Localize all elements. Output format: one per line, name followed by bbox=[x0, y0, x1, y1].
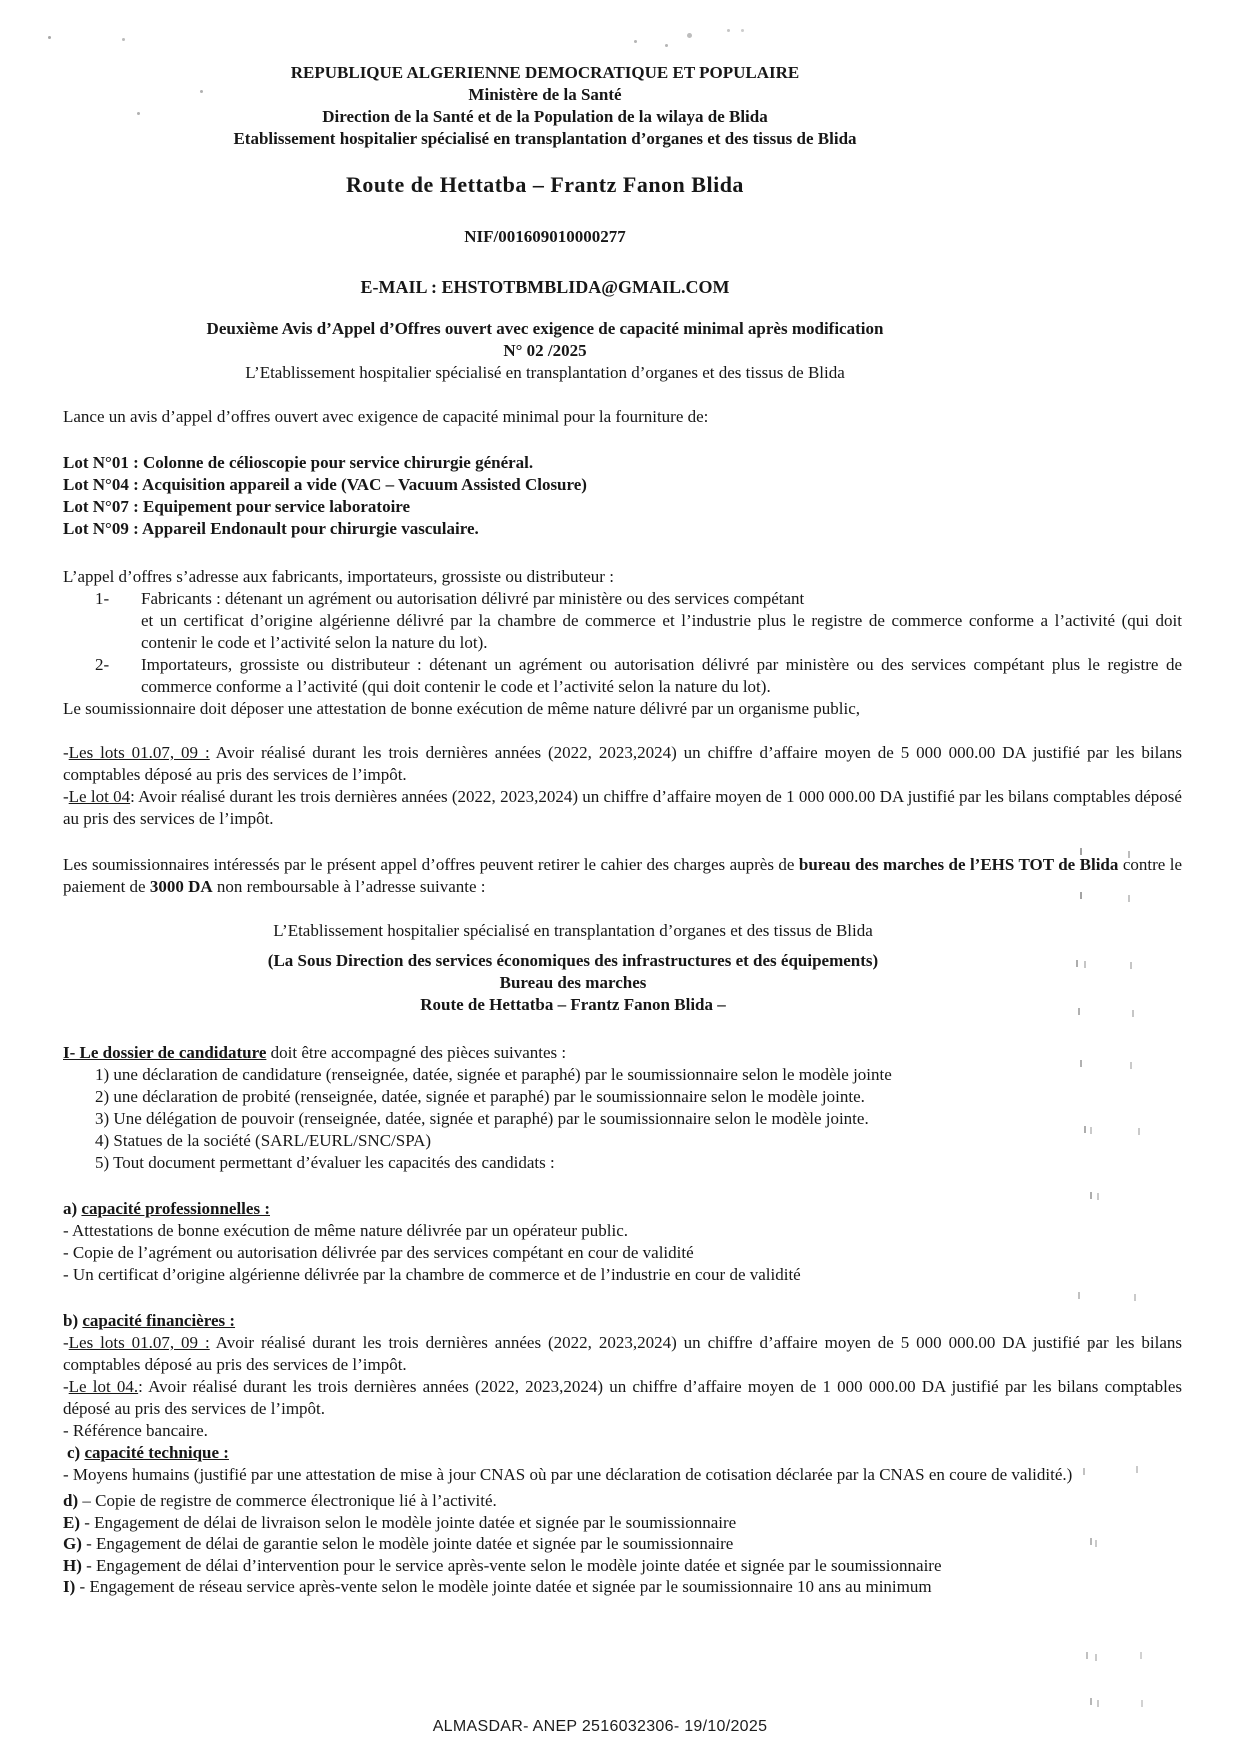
engagement-item bbox=[63, 1490, 1182, 1512]
ministry-line: Ministère de la Santé bbox=[468, 85, 622, 104]
deposit-note: Le soumissionnaire doit déposer une attestation de bonne exécution de même nature délivré par un organisme public, bbox=[63, 699, 861, 718]
technical-capacity-heading bbox=[63, 1442, 1182, 1464]
capacity-item: - Un certificat d’origine algérienne délivrée par la chambre de commerce et de l’industrie en cour de validité bbox=[63, 1265, 801, 1284]
financial-capacity-heading bbox=[63, 1310, 1182, 1332]
dossier-heading-rest: doit être accompagné des pièces suivantes : bbox=[266, 1043, 567, 1062]
nif-line: NIF/001609010000277 bbox=[464, 227, 626, 246]
engagement-text: - Engagement de réseau service après-vente selon le modèle jointe datée et signée par le soumissionnaire 10 ans au minimum bbox=[75, 1577, 932, 1596]
dossier-item: 4) Statues de la société (SARL/EURL/SNC/SPA) bbox=[95, 1131, 432, 1150]
section-prefix: b) bbox=[63, 1311, 83, 1330]
engagement-text: - Engagement de délai de garantie selon le modèle jointe datée et signée par le soumissionnaire bbox=[81, 1534, 734, 1553]
dash: - bbox=[63, 1333, 69, 1352]
engagement-prefix: I) bbox=[63, 1577, 76, 1596]
audience-item-text: Importateurs, grossiste ou distributeur : détenant un agrément ou autorisation délivré par ministère ou des services compétant plus le registre de commerce conforme a l’activité (qui doit contenir le code et l’activité selon la nature du lot). bbox=[141, 655, 1182, 696]
notice-number: N° 02 /2025 bbox=[503, 341, 587, 360]
address-block-line: Route de Hettatba – Frantz Fanon Blida – bbox=[420, 995, 726, 1014]
finance-lots-text: Avoir réalisé durant les trois dernières années (2022, 2023,2024) un chiffre d’affaire moyen de 5 000 000.00 DA justifié par les bilans comptables déposé au pris des services de l’impôt. bbox=[63, 743, 1182, 784]
address-block-line: (La Sous Direction des services économiques des infrastructures et des équipements) bbox=[267, 951, 879, 970]
audience-intro: L’appel d’offres s’adresse aux fabricants, importateurs, grossiste ou distributeur : bbox=[63, 567, 614, 586]
dossier-item: 2) une déclaration de probité (renseignée, datée, signée et paraphé) par le soumissionnaire selon le modèle jointe. bbox=[95, 1087, 865, 1106]
establishment-line: Etablissement hospitalier spécialisé en transplantation d’organes et des tissus de Blida bbox=[233, 129, 857, 148]
capacity-item: - Copie de l’agrément ou autorisation délivrée par des services compétant en cour de validité bbox=[63, 1243, 694, 1262]
finance-lot04-text: : Avoir réalisé durant les trois dernières années (2022, 2023,2024) un chiffre d’affaire moyen de 1 000 000.00 DA justifié par les bilans comptables déposé au pris des services de l’impôt. bbox=[63, 787, 1182, 828]
human-resources-item: - Moyens humains (justifié par une attestation de mise à jour CNAS où par une déclaration de cotisation déclarée par la CNAS en coure de validité.) bbox=[63, 1465, 1073, 1484]
lot-item: Lot N°09 : Appareil Endonault pour chirurgie vasculaire. bbox=[63, 519, 479, 538]
dash: - bbox=[63, 787, 69, 806]
notice-issuer: L’Etablissement hospitalier spécialisé en transplantation d’organes et des tissus de Blida bbox=[245, 363, 845, 382]
finance-note-lots bbox=[63, 742, 1182, 786]
item-number: 2- bbox=[95, 655, 110, 674]
finance-note-lot04 bbox=[63, 786, 1182, 830]
intro-paragraph: Lance un avis d’appel d’offres ouvert avec exigence de capacité minimal pour la fourniture de: bbox=[63, 407, 709, 426]
withdrawal-text: Les soumissionnaires intéressés par le présent appel d’offres peuvent retirer le cahier des charges auprès de bbox=[63, 855, 799, 874]
withdrawal-fee: 3000 DA bbox=[149, 877, 213, 896]
withdrawal-text: contre le paiement de bbox=[63, 855, 1183, 896]
lot-item: Lot N°01 : Colonne de célioscopie pour service chirurgie général. bbox=[63, 453, 534, 472]
engagement-item bbox=[63, 1533, 1182, 1555]
financial-lots-text: Avoir réalisé durant les trois dernières années (2022, 2023,2024) un chiffre d’affaire moyen de 5 000 000.00 DA justifié par les bilans comptables déposé au pris des services de l’impôt. bbox=[63, 1333, 1182, 1374]
audience-item-line: Fabricants : détenant un agrément ou autorisation délivré par ministère ou des services compétant bbox=[141, 589, 805, 608]
engagement-prefix: H) bbox=[63, 1555, 82, 1575]
financial-lot04-text: : Avoir réalisé durant les trois dernières années (2022, 2023,2024) un chiffre d’affaire moyen de 1 000 000.00 DA justifié par les bilans comptables déposé au pris des services de l’impôt. bbox=[63, 1377, 1182, 1418]
engagement-item bbox=[63, 1512, 1182, 1534]
finance-lots-label: Les lots 01.07, 09 : bbox=[68, 743, 210, 762]
address-heading: Route de Hettatba – Frantz Fanon Blida bbox=[346, 172, 744, 197]
section-prefix: c) bbox=[67, 1443, 85, 1462]
section-prefix: a) bbox=[63, 1199, 82, 1218]
withdrawal-text: non remboursable à l’adresse suivante : bbox=[212, 877, 486, 896]
address-block bbox=[0, 920, 1146, 1016]
professional-capacity-section bbox=[63, 1198, 1182, 1286]
technical-capacity-section bbox=[63, 1442, 1182, 1486]
item-number: 1- bbox=[95, 589, 110, 608]
dossier-item: 3) Une délégation de pouvoir (renseignée, datée, signée et paraphé) par le soumissionnaire selon le modèle jointe. bbox=[95, 1109, 869, 1128]
direction-line: Direction de la Santé et de la Population de la wilaya de Blida bbox=[322, 107, 768, 126]
section-label: capacité professionnelles : bbox=[81, 1199, 270, 1218]
dash: - bbox=[63, 743, 69, 762]
section-label: capacité technique : bbox=[84, 1443, 229, 1462]
document-body bbox=[0, 406, 1240, 898]
dossier-heading: I- Le dossier de candidature bbox=[63, 1043, 267, 1062]
engagement-text: - Engagement de délai d’intervention pour le service après-vente selon le modèle jointe datée et signée par le soumissionnaire bbox=[81, 1555, 942, 1575]
withdrawal-paragraph bbox=[63, 854, 1182, 898]
dossier-section bbox=[63, 1042, 1182, 1174]
finance-note bbox=[63, 742, 1182, 830]
letterhead bbox=[0, 0, 1090, 384]
email-line: E-MAIL : EHSTOTBMBLIDA@GMAIL.COM bbox=[360, 277, 730, 297]
document-body-lower bbox=[0, 1042, 1240, 1598]
section-label: capacité financières : bbox=[82, 1311, 236, 1330]
engagement-prefix: d) bbox=[63, 1491, 79, 1510]
audience-item-fabricants bbox=[63, 588, 1182, 654]
engagement-list bbox=[63, 1490, 1182, 1598]
financial-capacity-section bbox=[63, 1310, 1182, 1442]
lot-item: Lot N°07 : Equipement pour service laboratoire bbox=[63, 497, 411, 516]
republic-line: REPUBLIQUE ALGERIENNE DEMOCRATIQUE ET POPULAIRE bbox=[290, 63, 800, 82]
dossier-heading-line bbox=[63, 1042, 1182, 1064]
dossier-item: 1) une déclaration de candidature (renseignée, datée, signée et paraphé) par le soumissionnaire selon le modèle jointe bbox=[95, 1065, 892, 1084]
capacity-item: - Attestations de bonne exécution de même nature délivrée par un opérateur public. bbox=[63, 1221, 629, 1240]
lot-item: Lot N°04 : Acquisition appareil a vide (VAC – Vacuum Assisted Closure) bbox=[63, 475, 587, 494]
dossier-item: 5) Tout document permettant d’évaluer les capacités des candidats : bbox=[95, 1153, 555, 1172]
bank-reference-item: - Référence bancaire. bbox=[63, 1421, 208, 1440]
address-block-line: L’Etablissement hospitalier spécialisé en transplantation d’organes et des tissus de Blida bbox=[273, 921, 873, 940]
anep-footer: ALMASDAR- ANEP 2516032306- 19/10/2025 bbox=[432, 1718, 768, 1735]
professional-capacity-heading bbox=[63, 1198, 1182, 1220]
financial-item-lot04 bbox=[63, 1376, 1182, 1420]
audience-item-continuation: et un certificat d’origine algérienne délivré par la chambre de commerce et l’industrie plus le registre de commerce conforme a l’activité (qui doit contenir le code et l’activité selon la nature du lot). bbox=[141, 611, 1182, 652]
financial-lots-label: Les lots 01.07, 09 : bbox=[68, 1333, 210, 1352]
notice-title: Deuxième Avis d’Appel d’Offres ouvert avec exigence de capacité minimal après modification bbox=[206, 319, 884, 338]
audience-item-importateurs bbox=[63, 654, 1182, 698]
engagement-prefix: G) bbox=[63, 1534, 82, 1553]
address-block-line: Bureau des marches bbox=[499, 973, 647, 992]
finance-lot04-label: Le lot 04 bbox=[68, 787, 131, 806]
financial-item-lots bbox=[63, 1332, 1182, 1376]
notice-title-block bbox=[0, 318, 1090, 384]
withdrawal-bureau: bureau des marches de l’EHS TOT de Blida bbox=[798, 855, 1119, 874]
engagement-text: – Copie de registre de commerce électronique lié à l’activité. bbox=[78, 1491, 497, 1510]
lots-list bbox=[63, 452, 1182, 540]
engagement-item bbox=[63, 1576, 1182, 1598]
engagement-item bbox=[63, 1555, 1182, 1577]
engagement-text: - Engagement de délai de livraison selon le modèle jointe datée et signée par le soumissionnaire bbox=[80, 1512, 737, 1532]
dash: - bbox=[63, 1377, 69, 1396]
financial-lot04-label: Le lot 04. bbox=[68, 1377, 139, 1396]
engagement-prefix: E) bbox=[63, 1512, 80, 1532]
